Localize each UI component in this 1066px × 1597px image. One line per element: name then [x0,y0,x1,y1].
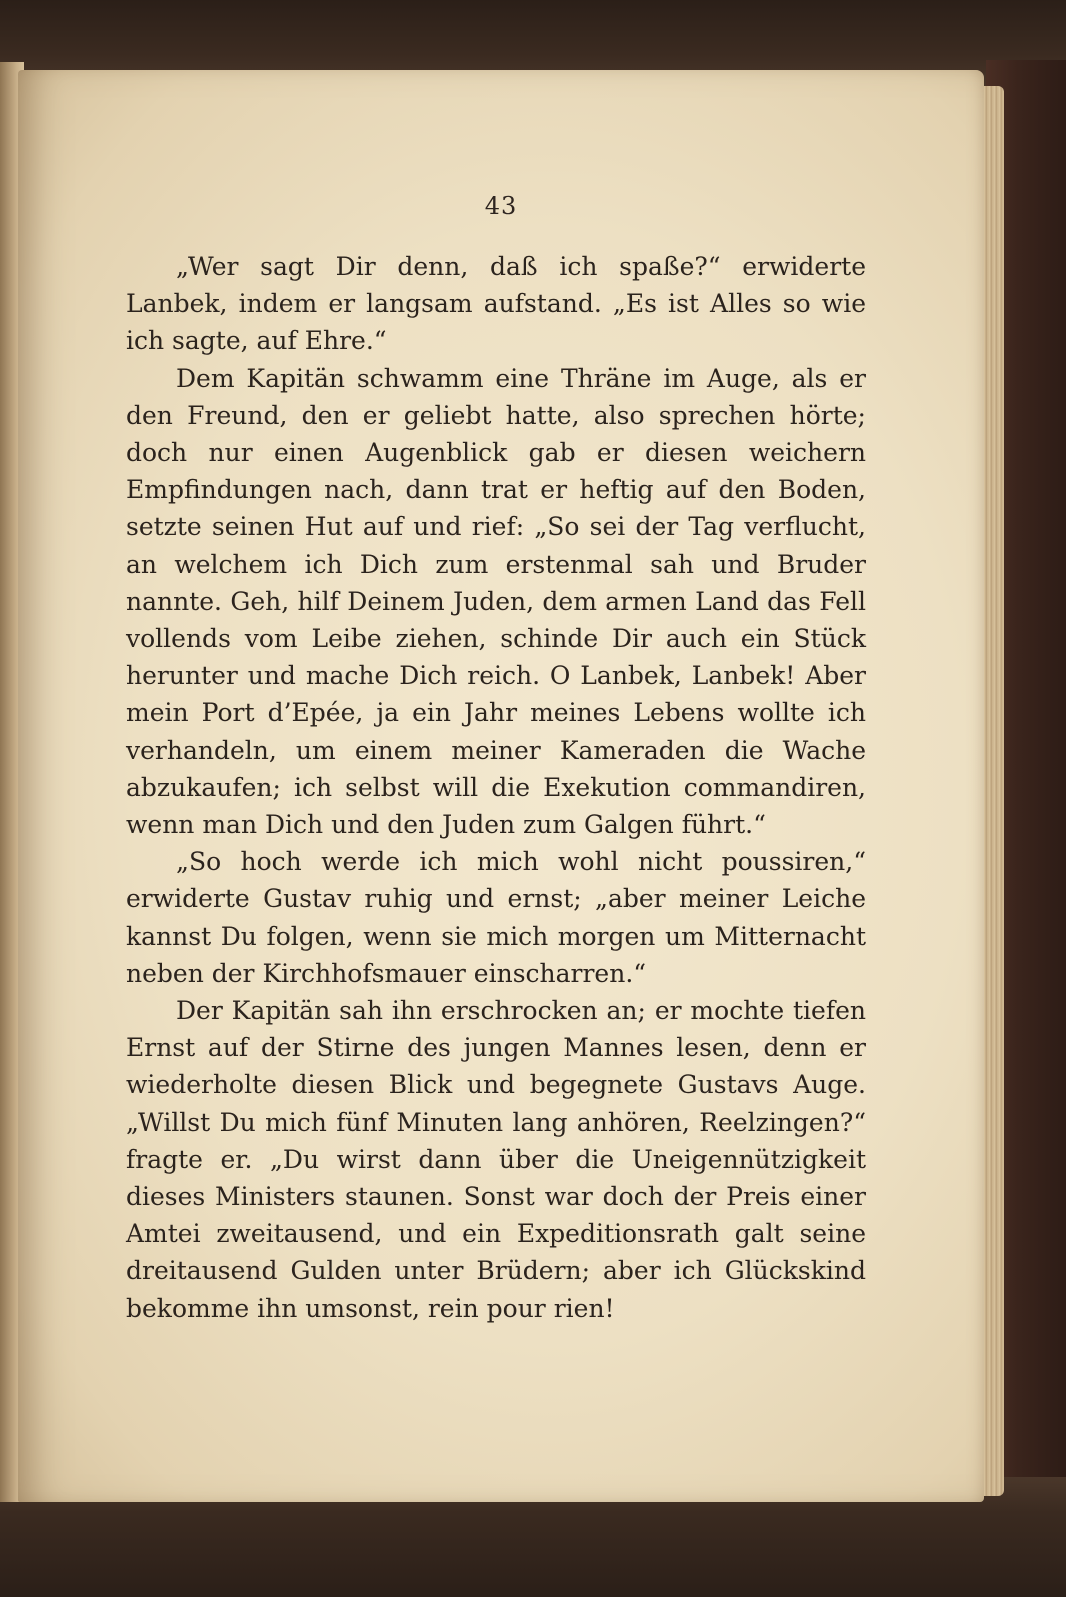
book-page [18,70,984,1502]
page-number: 43 [484,192,518,220]
paragraph: Dem Kapitän schwamm eine Thräne im Auge, als er den Freund, den er geliebt hatte, also sprechen hörte; doch nur einen Augenblick gab er diesen weichern Empfindungen nach, dann trat er heftig auf den Boden, setzte seinen Hut auf und rief: „So sei der Tag verflucht, an welchem ich Dich zum erstenmal sah und Bruder nannte. Geh, hilf Deinem Juden, dem armen Land das Fell vollends vom Leibe ziehen, schinde Dir auch ein Stück herunter und mache Dich reich. O Lanbek, Lanbek! Aber mein Port d’Epée, ja ein Jahr meines Lebens wollte ich verhandeln, um einem meiner Kameraden die Wache abzukaufen; ich selbst will die Exekution commandiren, wenn man Dich und den Juden zum Galgen führt.“ [126,363,866,840]
paragraph: „Wer sagt Dir denn, daß ich spaße?“ erwiderte Lanbek, indem er langsam aufstand. „Es ist Alles so wie ich sagte, auf Ehre.“ [126,252,866,356]
paragraph: „So hoch werde ich mich wohl nicht poussiren,“ erwiderte Gustav ruhig und ernst; „aber meiner Leiche kannst Du folgen, wenn sie mich morgen um Mitternacht neben der Kirchhofsmauer einscharren.“ [126,847,866,988]
paragraph: Der Kapitän sah ihn erschrocken an; er mochte tiefen Ernst auf der Stirne des jungen Mannes lesen, denn er wiederholte diesen Blick und begegnete Gustavs Auge. „Willst Du mich fünf Minuten lang anhören, Reelzingen?“ fragte er. „Du wirst dann über die Uneigennützigkeit dieses Ministers staunen. Sonst war doch der Preis einer Amtei zweitausend, und ein Expeditionsrath galt seine dreitausend Gulden unter Brüdern; aber ich Glückskind bekomme ihn umsonst, rein pour rien! [126,996,866,1323]
body-text [126,248,866,1327]
